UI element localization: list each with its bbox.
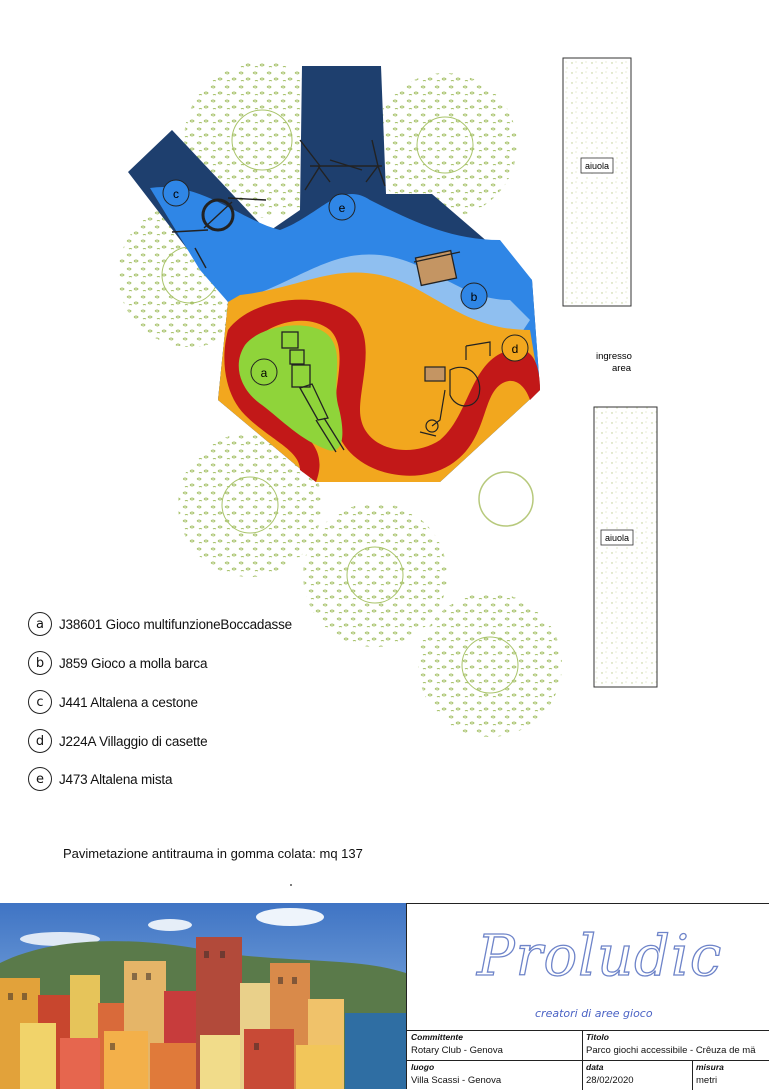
brand-name: Proludic	[477, 924, 723, 989]
legend-text: J473 Altalena mista	[59, 771, 173, 787]
cell-misura: misura metri	[692, 1060, 769, 1090]
flower-bed-label: aiuola	[604, 533, 630, 543]
entrance-label: area	[612, 363, 632, 374]
entrance-label: ingresso	[596, 351, 632, 362]
legend-item	[28, 611, 292, 637]
brand-logo	[407, 904, 769, 1030]
legend-text: J441 Altalena a cestone	[59, 694, 198, 710]
cell-titolo: Titolo Parco giochi accessibile - Crêuza de mä	[582, 1030, 769, 1060]
legend-badge: a	[28, 612, 52, 636]
flower-bed-bottom	[594, 407, 657, 687]
legend-item	[28, 689, 198, 715]
tree-pit	[479, 472, 533, 526]
marker-a	[251, 359, 277, 385]
flower-bed-label: aiuola	[584, 161, 610, 171]
title-block	[406, 903, 769, 1089]
marker-b	[461, 283, 487, 309]
legend-badge: c	[28, 690, 52, 714]
legend-badge: e	[28, 767, 52, 791]
flower-bed-top	[563, 58, 631, 306]
cell-data: data 28/02/2020	[582, 1060, 692, 1090]
legend-item	[28, 766, 172, 792]
tree	[303, 503, 447, 647]
svg-text:d: d	[511, 342, 519, 356]
marker-e	[329, 194, 355, 220]
legend-text: J38601 Gioco multifunzioneBoccadasse	[59, 616, 292, 632]
marker-d	[502, 335, 528, 361]
svg-text:a: a	[260, 366, 268, 380]
legend-badge: b	[28, 651, 52, 675]
legend-item	[28, 650, 207, 676]
legend-text: J224A Villaggio di casette	[59, 733, 208, 749]
legend-text: J859 Gioco a molla barca	[59, 655, 208, 671]
location-photo	[0, 903, 406, 1089]
tree	[418, 593, 562, 737]
svg-text:b: b	[470, 290, 478, 304]
svg-text:e: e	[338, 201, 346, 215]
brand-tagline: creatori di aree gioco	[535, 1007, 653, 1020]
cell-committente: Committente Rotary Club - Genova	[407, 1030, 582, 1060]
surface-note: Pavimetazione antitrauma in gomma colata: mq 137	[63, 846, 363, 861]
legend-item	[28, 728, 207, 754]
marker-c	[163, 180, 189, 206]
legend-badge: d	[28, 729, 52, 753]
cell-luogo: luogo Villa Scassi - Genova	[407, 1060, 582, 1090]
svg-text:c: c	[173, 187, 179, 201]
